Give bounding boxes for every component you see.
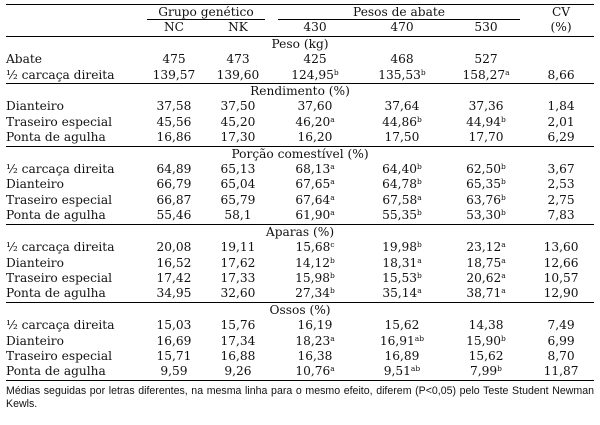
cell-value: 17,50 — [384, 130, 420, 145]
cell-value: 14,38 — [468, 318, 504, 333]
row-label: Dianteiro — [6, 255, 64, 270]
significance-letter: b — [417, 270, 422, 280]
table-cell — [360, 271, 444, 286]
cell-value: 425 — [303, 52, 327, 67]
significance-letter: a — [417, 255, 422, 265]
cell-value: 7,83 — [547, 208, 575, 223]
significance-letter: b — [330, 255, 335, 265]
significance-letter: b — [501, 333, 506, 343]
table-cell — [528, 130, 594, 146]
cell-value: 37,36 — [468, 99, 504, 114]
table-cell — [360, 177, 444, 192]
table-cell — [142, 240, 206, 255]
cell-value: 10,76 — [295, 364, 331, 379]
row-label: Traseiro especial — [6, 348, 112, 363]
significance-letter: a — [330, 208, 335, 218]
significance-letter: b — [417, 114, 422, 124]
cell-value: 58,1 — [224, 208, 252, 223]
cell-value: 67,58 — [382, 192, 418, 207]
section-title: Ossos (%) — [269, 302, 331, 317]
cell-value: 44,86 — [382, 114, 418, 129]
table-cell — [270, 240, 360, 255]
table-cell — [270, 334, 360, 349]
table-cell — [360, 256, 444, 271]
significance-letter: a — [330, 333, 335, 343]
table-cell — [444, 177, 528, 192]
row-label: Ponta de agulha — [6, 286, 142, 302]
table-cell — [360, 208, 444, 224]
cell-value: 3,67 — [547, 162, 575, 177]
cell-value: 18,23 — [295, 333, 331, 348]
cell-value: 468 — [390, 52, 414, 67]
row-label: Dianteiro — [6, 333, 64, 348]
cell-value: 65,13 — [220, 162, 256, 177]
table-cell — [142, 271, 206, 286]
cell-value: 32,60 — [220, 286, 256, 301]
row-label: Ponta de agulha — [6, 208, 142, 224]
table-cell — [270, 256, 360, 271]
table-cell — [206, 240, 270, 255]
table-row — [6, 52, 594, 67]
cell-value: 15,62 — [468, 348, 504, 363]
cell-value: 20,62 — [466, 270, 502, 285]
table-row — [6, 334, 594, 349]
cell-value: 7,49 — [547, 318, 575, 333]
table-cell — [444, 162, 528, 177]
cell-value: 15,98 — [295, 270, 331, 285]
table-cell — [444, 130, 528, 146]
table-cell — [528, 349, 594, 364]
cell-value: 65,79 — [220, 192, 256, 207]
cell-value: 61,90 — [295, 208, 331, 223]
table-cell — [528, 334, 594, 349]
cell-value: 45,20 — [220, 114, 256, 129]
row-label: Dianteiro — [6, 99, 64, 114]
table-cell — [444, 334, 528, 349]
cell-value: 6,99 — [547, 333, 575, 348]
table-cell — [206, 193, 270, 208]
row-label: Ponta de agulha — [6, 364, 142, 380]
table-cell — [142, 334, 206, 349]
cell-value: 15,68 — [295, 240, 331, 255]
table-cell — [142, 318, 206, 333]
cell-value: 158,27 — [462, 67, 506, 82]
cell-value: 15,71 — [156, 348, 192, 363]
table-cell — [444, 286, 528, 302]
table-cell — [270, 177, 360, 192]
cell-value: 17,30 — [220, 130, 256, 145]
cell-value: 6,29 — [547, 130, 575, 145]
cell-value: 37,50 — [220, 99, 256, 114]
cell-value: 9,51 — [383, 364, 411, 379]
table-cell — [444, 364, 528, 380]
significance-letter: c — [330, 240, 335, 250]
results-table — [6, 4, 594, 381]
cell-value: 8,70 — [547, 348, 575, 363]
table-cell — [360, 240, 444, 255]
table-cell — [444, 240, 528, 255]
table-cell — [528, 208, 594, 224]
table-cell — [360, 130, 444, 146]
table-cell — [444, 52, 528, 67]
significance-letter: b — [501, 192, 506, 202]
table-row — [6, 271, 594, 286]
cell-value: 64,89 — [156, 162, 192, 177]
cell-value: 67,65 — [295, 177, 331, 192]
row-label: Abate — [6, 52, 42, 67]
significance-letter: a — [417, 192, 422, 202]
table-cell — [444, 99, 528, 114]
table-cell — [142, 286, 206, 302]
row-label: ½ carcaça direita — [6, 68, 142, 84]
table-cell — [270, 286, 360, 302]
table-cell — [142, 364, 206, 380]
significance-letter: ab — [410, 364, 421, 374]
cell-value: 475 — [162, 52, 186, 67]
cell-value: 16,38 — [297, 348, 333, 363]
cell-value: 139,60 — [216, 67, 260, 82]
column-header: 430 — [270, 20, 360, 36]
row-label: Ponta de agulha — [6, 130, 142, 146]
table-cell — [270, 68, 360, 84]
table-cell — [528, 256, 594, 271]
cell-value: 53,30 — [466, 208, 502, 223]
cell-value: 18,75 — [466, 255, 502, 270]
table-cell — [142, 115, 206, 130]
table-row — [6, 115, 594, 130]
section-title: Peso (kg) — [271, 36, 329, 51]
cell-value: 16,19 — [297, 318, 333, 333]
cell-value: 38,71 — [466, 286, 502, 301]
row-label: Traseiro especial — [6, 114, 112, 129]
section-header-row — [6, 146, 594, 162]
cell-value: 17,70 — [468, 130, 504, 145]
cell-value: 16,88 — [220, 348, 256, 363]
cell-value: 7,99 — [470, 364, 498, 379]
significance-letter: a — [330, 114, 335, 124]
footnote: Médias seguidas por letras diferentes, na mesma linha para o mesmo efeito, diferem (P<0,05) pelo Teste Student Newman Kewls. — [6, 384, 594, 410]
cell-value: 15,76 — [220, 318, 256, 333]
cell-value: 63,76 — [466, 192, 502, 207]
cell-value: 16,52 — [156, 255, 192, 270]
cell-value: 15,62 — [384, 318, 420, 333]
significance-letter: b — [501, 208, 506, 218]
table-cell — [360, 99, 444, 114]
table-cell — [270, 318, 360, 333]
table-cell — [270, 193, 360, 208]
table-cell — [444, 271, 528, 286]
significance-letter: b — [497, 364, 502, 374]
row-label: ½ carcaça direita — [6, 240, 115, 255]
table-cell — [528, 318, 594, 333]
section-header-row — [6, 224, 594, 240]
cell-value: 20,08 — [156, 240, 192, 255]
significance-letter: b — [420, 67, 426, 77]
table-cell — [444, 115, 528, 130]
table-cell — [206, 318, 270, 333]
table-cell — [206, 256, 270, 271]
group-header: Grupo genético — [147, 5, 265, 20]
table-cell — [528, 286, 594, 302]
table-cell — [206, 52, 270, 67]
cell-value: 37,64 — [384, 99, 420, 114]
row-label: Traseiro especial — [6, 270, 112, 285]
significance-letter: b — [501, 162, 506, 172]
significance-letter: a — [330, 162, 335, 172]
table-cell — [270, 99, 360, 114]
table-row — [6, 130, 594, 146]
cell-value: 15,53 — [382, 270, 418, 285]
cell-value: 2,75 — [547, 192, 575, 207]
cell-value: 17,62 — [220, 255, 256, 270]
column-header: NC — [142, 20, 206, 36]
cell-value: 37,58 — [156, 99, 192, 114]
significance-letter: a — [501, 270, 506, 280]
significance-letter: a — [417, 286, 422, 296]
cell-value: 66,79 — [156, 177, 192, 192]
table-cell — [206, 162, 270, 177]
cell-value: 8,66 — [547, 67, 575, 82]
table-cell — [206, 364, 270, 380]
significance-letter: b — [333, 67, 339, 77]
table-cell — [528, 68, 594, 84]
table-cell — [528, 240, 594, 255]
cell-value: 12,90 — [543, 286, 579, 301]
table-cell — [206, 334, 270, 349]
cell-value: 1,84 — [547, 99, 575, 114]
table-row — [6, 318, 594, 333]
cell-value: 65,35 — [466, 177, 502, 192]
cell-value: 16,86 — [156, 130, 192, 145]
table-cell — [206, 130, 270, 146]
cell-value: 2,53 — [547, 177, 575, 192]
cell-value: 9,26 — [224, 364, 252, 379]
cell-value: 12,66 — [543, 255, 579, 270]
table-row — [6, 364, 594, 380]
table-cell — [142, 130, 206, 146]
table-cell — [142, 208, 206, 224]
table-cell — [444, 256, 528, 271]
cell-value: 10,57 — [543, 270, 579, 285]
cell-value: 55,46 — [156, 208, 192, 223]
table-cell — [444, 193, 528, 208]
significance-letter: b — [417, 177, 422, 187]
cell-value: 64,78 — [382, 177, 418, 192]
table-cell — [270, 115, 360, 130]
cell-value: 16,20 — [297, 130, 333, 145]
cell-value: 15,90 — [466, 333, 502, 348]
cell-value: 17,33 — [220, 270, 256, 285]
column-header: NK — [206, 20, 270, 36]
table-cell — [444, 68, 528, 84]
table-cell — [360, 162, 444, 177]
significance-letter: a — [501, 286, 506, 296]
cell-value: 124,95 — [291, 67, 334, 82]
cell-value: 44,94 — [466, 114, 502, 129]
table-cell — [142, 68, 206, 84]
table-cell — [360, 286, 444, 302]
row-label: ½ carcaça direita — [6, 318, 115, 333]
row-label: Traseiro especial — [6, 192, 112, 207]
cell-value: 62,50 — [466, 162, 502, 177]
table-cell — [528, 271, 594, 286]
table-cell — [206, 349, 270, 364]
table-cell — [360, 364, 444, 380]
table-cell — [270, 349, 360, 364]
weights-header: Pesos de abate — [278, 5, 520, 20]
cell-value: 46,20 — [295, 114, 331, 129]
table-cell — [270, 130, 360, 146]
table-cell — [206, 99, 270, 114]
column-header: 530 — [444, 20, 528, 36]
table-cell — [142, 99, 206, 114]
table-cell — [142, 349, 206, 364]
cell-value: 473 — [226, 52, 250, 67]
cell-value: 135,53 — [378, 67, 421, 82]
table-cell — [206, 115, 270, 130]
table-cell — [206, 208, 270, 224]
cell-value: 9,59 — [160, 364, 188, 379]
table-cell — [270, 208, 360, 224]
table-cell — [360, 68, 444, 84]
cell-value: 27,34 — [295, 286, 331, 301]
table-cell — [142, 256, 206, 271]
table-cell — [528, 52, 594, 67]
section-header-row — [6, 36, 594, 52]
table-row — [6, 240, 594, 255]
cell-value: 16,89 — [384, 348, 420, 363]
cv-header: CV — [528, 5, 594, 21]
table-cell — [444, 318, 528, 333]
cell-value: 16,69 — [156, 333, 192, 348]
column-header: (%) — [528, 20, 594, 36]
table-row — [6, 162, 594, 177]
table-cell — [206, 68, 270, 84]
significance-letter: a — [330, 192, 335, 202]
significance-letter: b — [417, 240, 422, 250]
table-row — [6, 256, 594, 271]
table-cell — [360, 193, 444, 208]
significance-letter: b — [417, 208, 422, 218]
row-label: ½ carcaça direita — [6, 162, 115, 177]
significance-letter: b — [330, 286, 335, 296]
cell-value: 527 — [474, 52, 498, 67]
table-cell — [444, 208, 528, 224]
cell-value: 55,35 — [382, 208, 418, 223]
header-row-2 — [6, 20, 594, 36]
column-header: 470 — [360, 20, 444, 36]
table-row — [6, 177, 594, 192]
cell-value: 139,57 — [152, 67, 196, 82]
cell-value: 15,03 — [156, 318, 192, 333]
significance-letter: b — [330, 270, 335, 280]
table-cell — [270, 271, 360, 286]
significance-letter: b — [501, 177, 506, 187]
section-title: Aparas (%) — [265, 224, 335, 239]
table-row — [6, 286, 594, 302]
significance-letter: b — [417, 162, 422, 172]
significance-letter: ab — [414, 333, 425, 343]
cell-value: 11,87 — [543, 364, 579, 379]
table-cell — [206, 286, 270, 302]
significance-letter: b — [501, 114, 506, 124]
cell-value: 17,42 — [156, 270, 192, 285]
cell-value: 68,13 — [295, 162, 331, 177]
table-cell — [528, 177, 594, 192]
section-header-row — [6, 302, 594, 318]
cell-value: 66,87 — [156, 192, 192, 207]
section-title: Rendimento (%) — [250, 84, 350, 99]
table-cell — [142, 162, 206, 177]
table-cell — [528, 99, 594, 114]
table-row — [6, 68, 594, 84]
table-cell — [528, 162, 594, 177]
cell-value: 13,60 — [543, 240, 579, 255]
significance-letter: a — [501, 255, 506, 265]
header-row-1 — [6, 5, 594, 21]
cell-value: 2,01 — [547, 114, 575, 129]
table-cell — [444, 349, 528, 364]
table-cell — [528, 364, 594, 380]
section-title: Porção comestível (%) — [231, 146, 369, 161]
significance-letter: a — [330, 364, 335, 374]
table-cell — [360, 52, 444, 67]
cell-value: 34,95 — [156, 286, 192, 301]
cell-value: 35,14 — [382, 286, 418, 301]
significance-letter: a — [501, 240, 506, 250]
table-cell — [270, 162, 360, 177]
section-header-row — [6, 84, 594, 100]
table-cell — [142, 177, 206, 192]
table-cell — [206, 271, 270, 286]
table-row — [6, 208, 594, 224]
table-cell — [360, 115, 444, 130]
table-cell — [360, 334, 444, 349]
cell-value: 64,40 — [382, 162, 418, 177]
cell-value: 14,12 — [295, 255, 331, 270]
cell-value: 23,12 — [466, 240, 502, 255]
table-cell — [528, 193, 594, 208]
significance-letter: a — [505, 67, 510, 77]
cell-value: 65,04 — [220, 177, 256, 192]
results-table-container — [6, 4, 594, 411]
cell-value: 18,31 — [382, 255, 418, 270]
table-cell — [270, 52, 360, 67]
table-cell — [528, 115, 594, 130]
table-row — [6, 349, 594, 364]
table-cell — [142, 193, 206, 208]
cell-value: 45,56 — [156, 114, 192, 129]
table-row — [6, 99, 594, 114]
cell-value: 19,98 — [382, 240, 418, 255]
table-row — [6, 193, 594, 208]
cell-value: 16,91 — [379, 333, 415, 348]
significance-letter: a — [330, 177, 335, 187]
cell-value: 17,34 — [220, 333, 256, 348]
table-cell — [142, 52, 206, 67]
cell-value: 37,60 — [297, 99, 333, 114]
table-cell — [360, 349, 444, 364]
table-cell — [206, 177, 270, 192]
cell-value: 19,11 — [220, 240, 256, 255]
row-label: Dianteiro — [6, 177, 64, 192]
cell-value: 67,64 — [295, 192, 331, 207]
table-cell — [270, 364, 360, 380]
table-cell — [360, 318, 444, 333]
